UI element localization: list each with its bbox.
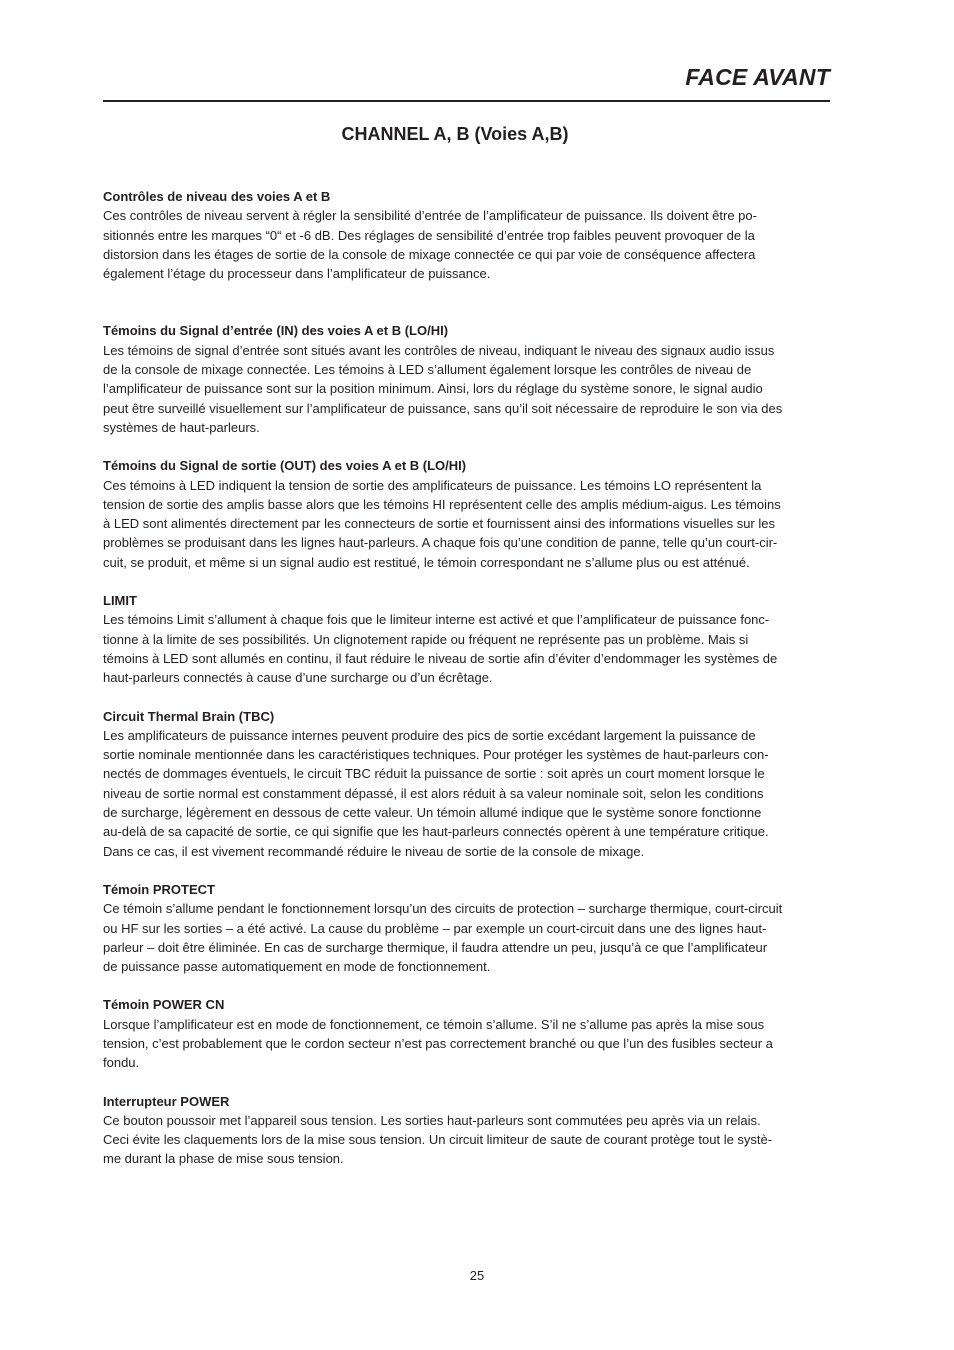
text-line: systèmes de haut-parleurs. bbox=[103, 419, 260, 435]
text-line: Ces contrôles de niveau servent à régler la sensibilité d’entrée de l’amplificateur de puissance. Ils doivent être po- bbox=[103, 208, 757, 224]
text-line: Les témoins Limit s’allument à chaque fois que le limiteur interne est activé et que l’amplificateur de puissance fonc- bbox=[103, 612, 770, 628]
text-line: nectés de dommages éventuels, le circuit TBC réduit la puissance de sortie : soit après un court moment lorsque le bbox=[103, 766, 765, 782]
section-heading: Témoin POWER CN bbox=[103, 997, 225, 1013]
section-heading: Interrupteur POWER bbox=[103, 1093, 230, 1109]
text-line: également l’étage du processeur dans l’amplificateur de puissance. bbox=[103, 266, 491, 282]
text-line: de puissance passe automatiquement en mode de fonctionnement. bbox=[103, 959, 491, 975]
text-line: Dans ce cas, il est vivement recommandé réduire le niveau de sortie de la console de mixage. bbox=[103, 843, 645, 859]
spacer bbox=[103, 861, 860, 880]
text-line: problèmes se produisant dans les lignes haut-parleurs. A chaque fois qu’une condition de panne, telle qu’un court-cir- bbox=[103, 535, 778, 551]
text-line: Ceci évite les claquements lors de la mise sous tension. Un circuit limiteur de saute de courant protège tout le systè- bbox=[103, 1132, 773, 1148]
text-line: de surcharge, légèrement en dessous de cette valeur. Un témoin allumé indique que le système sonore fonctionne bbox=[103, 805, 762, 821]
text-line: peut être surveillé visuellement sur l’amplificateur de puissance, sans qu’il soit nécessaire de reproduire le son via des bbox=[103, 400, 783, 416]
section-input-signal bbox=[103, 321, 860, 437]
text-line: de la console de mixage connectée. Les témoins à LED s’allument également lorsque les contrôles de niveau de bbox=[103, 362, 752, 378]
text-line: me durant la phase de mise sous tension. bbox=[103, 1151, 344, 1167]
section-power-cn bbox=[103, 995, 860, 1072]
text-line: au-delà de sa capacité de sortie, ce qui signifie que les haut-parleurs connectés opèrent à une température critique. bbox=[103, 824, 769, 840]
section-heading: Témoins du Signal d’entrée (IN) des voies A et B (LO/HI) bbox=[103, 323, 449, 339]
spacer bbox=[103, 283, 860, 321]
spacer bbox=[103, 1073, 860, 1092]
section-heading: LIMIT bbox=[103, 593, 137, 609]
text-line: l’amplificateur de puissance sont sur la position minimum. Ainsi, lors du réglage du système sonore, le signal audio bbox=[103, 381, 763, 397]
text-line: Ce témoin s’allume pendant le fonctionnement lorsqu’un des circuits de protection – surcharge thermique, court-circuit bbox=[103, 901, 783, 917]
section-limit bbox=[103, 591, 860, 687]
spacer bbox=[103, 572, 860, 591]
page-number: 25 bbox=[469, 1268, 485, 1283]
section-tbc bbox=[103, 707, 860, 861]
spacer bbox=[103, 688, 860, 707]
text-line: tension, c’est probablement que le cordon secteur n’est pas correctement branché ou que l’un des fusibles secteur a bbox=[103, 1035, 773, 1051]
text-line: cuit, se produit, et même si un signal audio est restitué, le témoin correspondant ne s’allume plus ou est atténué. bbox=[103, 554, 750, 570]
section-title bbox=[0, 124, 954, 145]
section-output-signal bbox=[103, 456, 860, 572]
text-line: ou HF sur les sorties – a été activé. La cause du problème – par exemple un court-circuit dans une des lignes haut- bbox=[103, 920, 767, 936]
text-line: Les témoins de signal d’entrée sont situés avant les contrôles de niveau, indiquant le niveau des signaux audio issus bbox=[103, 342, 775, 358]
text-line: niveau de sortie normal est constamment dépassé, il est alors réduit à sa valeur nominale soit, selon les conditions bbox=[103, 785, 764, 801]
text-line: à LED sont alimentés directement par les connecteurs de sortie et fournissent ainsi des informations visuelles sur les bbox=[103, 516, 775, 532]
text-line: fondu. bbox=[103, 1055, 140, 1071]
text-line: Ce bouton poussoir met l’appareil sous tension. Les sorties haut-parleurs sont commutées peu après via un relais. bbox=[103, 1112, 761, 1128]
section-heading: Circuit Thermal Brain (TBC) bbox=[103, 708, 275, 724]
section-heading: Témoins du Signal de sortie (OUT) des voies A et B (LO/HI) bbox=[103, 458, 467, 474]
header-title: FACE AVANT bbox=[685, 64, 830, 90]
text-line: tionne à la limite de ses possibilités. Un clignotement rapide ou fréquent ne représente pas un problème. Mais si bbox=[103, 631, 749, 647]
content-body bbox=[103, 187, 860, 1169]
page-header bbox=[103, 62, 830, 102]
text-line: Ces témoins à LED indiquent la tension de sortie des amplificateurs de puissance. Les témoins LO représentent la bbox=[103, 477, 762, 493]
text-line: Lorsque l’amplificateur est en mode de fonctionnement, ce témoin s’allume. S’il ne s’allume pas après la mise sous bbox=[103, 1016, 765, 1032]
section-heading: Témoin PROTECT bbox=[103, 881, 215, 897]
section-level-controls bbox=[103, 187, 860, 283]
text-line: sitionnés entre les marques “0“ et -6 dB. Des réglages de sensibilité d’entrée trop faibles peuvent provoquer de la bbox=[103, 227, 755, 243]
text-line: haut-parleurs connectés à cause d’une surcharge ou d’un écrêtage. bbox=[103, 670, 493, 686]
section-power-switch bbox=[103, 1092, 860, 1169]
section-title-text: CHANNEL A, B (Voies A,B) bbox=[341, 124, 569, 144]
text-line: tension de sortie des amplis basse alors que les témoins HI représentent celle des amplis médium-aigus. Les témoins bbox=[103, 496, 781, 512]
text-line: Les amplificateurs de puissance internes peuvent produire des pics de sortie excédant largement la puissance de bbox=[103, 727, 756, 743]
spacer bbox=[103, 976, 860, 995]
text-line: témoins à LED sont allumés en continu, il faut réduire le niveau de sortie afin d’éviter d’endommager les systèmes de bbox=[103, 650, 778, 666]
text-line: parleur – doit être éliminée. En cas de surcharge thermique, il faudra attendre un peu, jusqu’à ce que l’amplificateur bbox=[103, 939, 768, 955]
section-heading: Contrôles de niveau des voies A et B bbox=[103, 189, 331, 204]
section-protect bbox=[103, 880, 860, 976]
text-line: distorsion dans les étages de sortie de la console de mixage connectée ce qui par voie de conséquence affectera bbox=[103, 246, 756, 262]
text-line: sortie nominale mentionnée dans les caractéristiques techniques. Pour protéger les systèmes de haut-parleurs con- bbox=[103, 747, 769, 763]
spacer bbox=[103, 437, 860, 456]
